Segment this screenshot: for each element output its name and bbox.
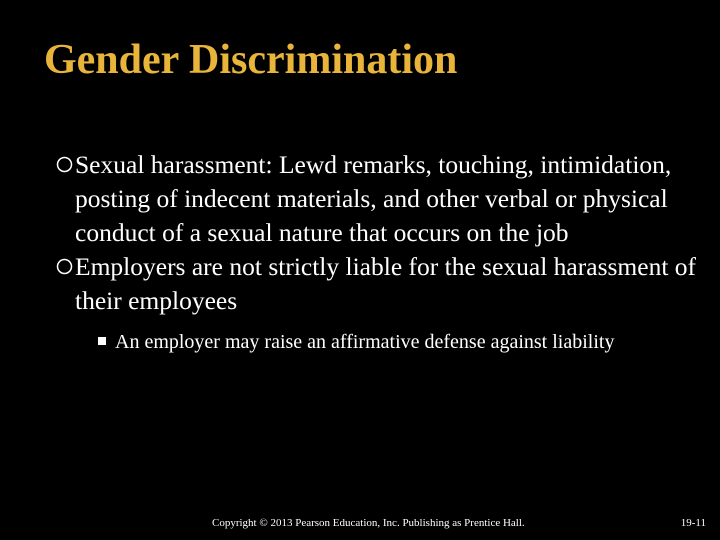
square-bullet-icon xyxy=(98,337,106,345)
hollow-circle-bullet-icon xyxy=(56,156,73,173)
sub-bullet-list xyxy=(98,328,658,356)
footer-copyright: Copyright © 2013 Pearson Education, Inc. Publishing as Prentice Hall. xyxy=(212,517,525,529)
sub-bullet-text: An employer may raise an affirmative defense against liability xyxy=(115,331,615,353)
sub-bullet-item xyxy=(98,328,658,356)
hollow-circle-bullet-icon xyxy=(56,258,73,275)
slide-title: Gender Discrimination xyxy=(44,37,458,83)
footer-page-number: 19-11 xyxy=(680,517,706,529)
bullet-text: Sexual harassment: Lewd remarks, touching, intimidation, posting of indecent materials, and other verbal or physical conduct of a sexual nature that occurs on the job xyxy=(75,150,672,247)
bullet-list xyxy=(56,148,696,356)
bullet-item xyxy=(56,250,696,318)
bullet-text: Employers are not strictly liable for the sexual harassment of their employees xyxy=(75,252,697,315)
title-bar xyxy=(0,0,720,112)
bullet-item xyxy=(56,148,696,250)
